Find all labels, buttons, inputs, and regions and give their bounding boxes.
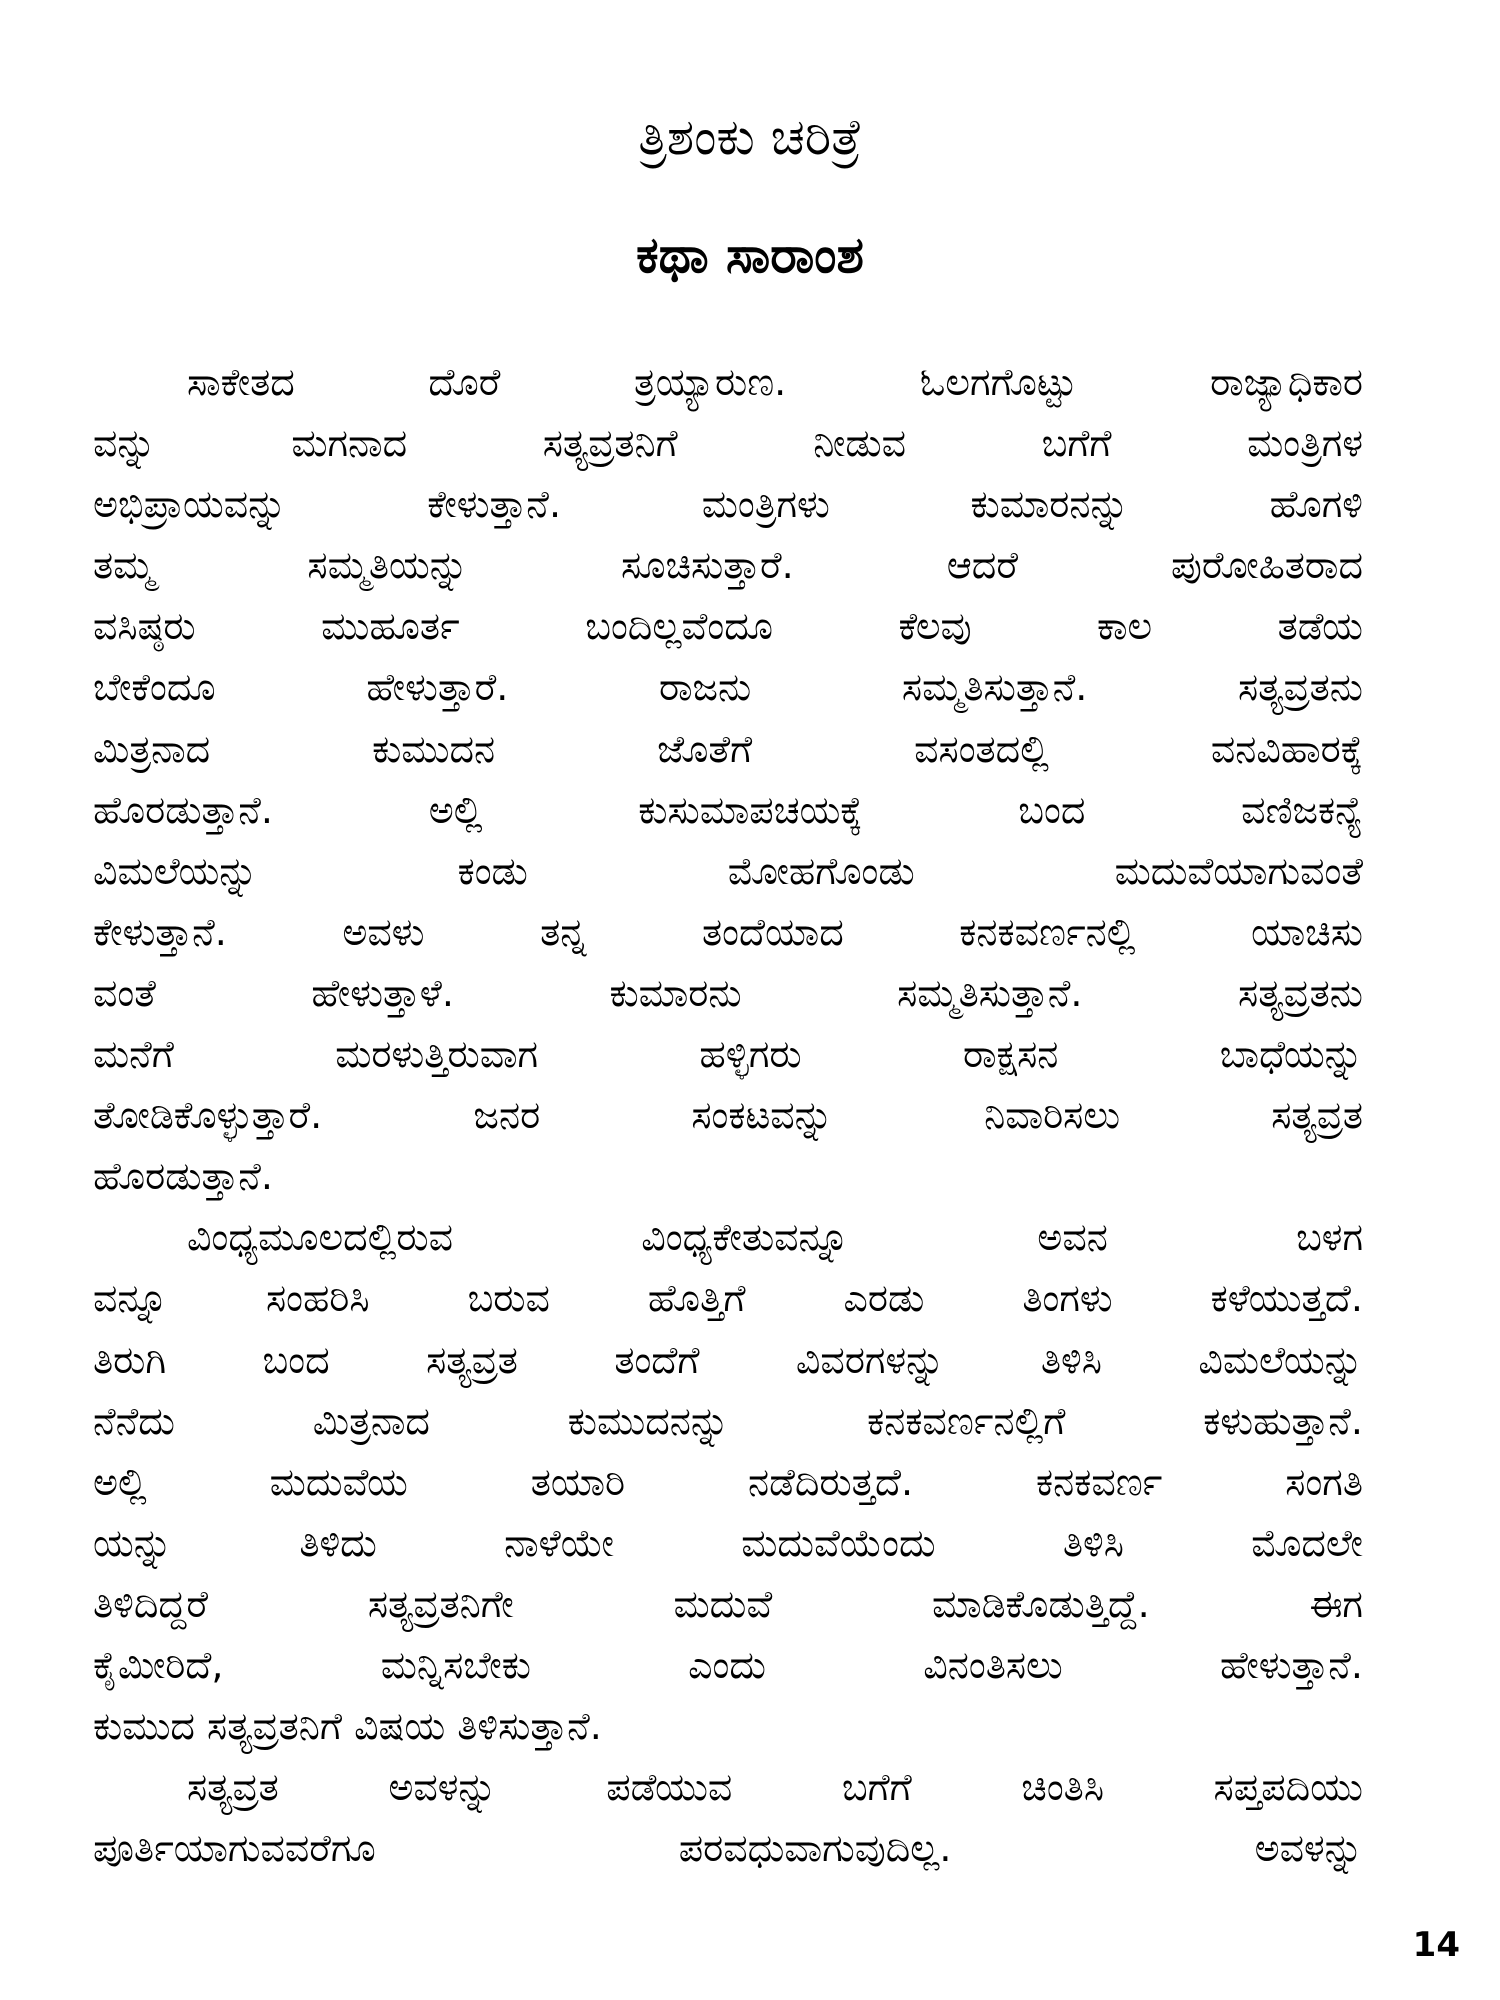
text-line: ನೆನೆದು ಮಿತ್ರನಾದ ಕುಮುದನನ್ನು ಕನಕವರ್ಣನಲ್ಲಿಗೆ ಕಳುಹುತ್ತಾನೆ.	[93, 1398, 1363, 1443]
body-text	[93, 352, 1363, 1879]
page-title: ತ್ರಿಶಂಕು ಚರಿತ್ರೆ	[638, 108, 862, 166]
text-line: ತೋಡಿಕೊಳ್ಳುತ್ತಾರೆ. ಜನರ ಸಂಕಟವನ್ನು ನಿವಾರಿಸಲು ಸತ್ಯವ್ರತ	[93, 1093, 1363, 1138]
text-line: ತಿಳಿದಿದ್ದರೆ ಸತ್ಯವ್ರತನಿಗೇ ಮದುವೆ ಮಾಡಿಕೊಡುತ್ತಿದ್ದೆ. ಈಗ	[93, 1581, 1363, 1626]
text-line: ಮನೆಗೆ ಮರಳುತ್ತಿರುವಾಗ ಹಳ್ಳಿಗರು ರಾಕ್ಷಸನ ಬಾಧೆಯನ್ನು	[93, 1032, 1363, 1077]
text-line: ಸತ್ಯವ್ರತ ಅವಳನ್ನು ಪಡೆಯುವ ಬಗೆಗೆ ಚಿಂತಿಸಿ ಸಪ್ತಪದಿಯು	[187, 1765, 1363, 1810]
text-line: ಅಭಿಪ್ರಾಯವನ್ನು ಕೇಳುತ್ತಾನೆ. ಮಂತ್ರಿಗಳು ಕುಮಾರನನ್ನು ಹೊಗಳಿ	[93, 482, 1363, 527]
text-line: ವನ್ನು ಮಗನಾದ ಸತ್ಯವ್ರತನಿಗೆ ನೀಡುವ ಬಗೆಗೆ ಮಂತ್ರಿಗಳ	[93, 421, 1363, 466]
page-number: 14	[1412, 1925, 1460, 1965]
text-line: ಸಾಕೇತದ ದೊರೆ ತ್ರಯ್ಯಾರುಣ. ಓಲಗಗೊಟ್ಟು ರಾಜ್ಯಾಧಿಕಾರ	[187, 360, 1363, 404]
text-line: ಮಿತ್ರನಾದ ಕುಮುದನ ಜೊತೆಗೆ ವಸಂತದಲ್ಲಿ ವನವಿಹಾರಕ್ಕೆ	[93, 726, 1363, 771]
text-line: ಪೂರ್ತಿಯಾಗುವವರೆಗೂ ಪರವಧುವಾಗುವುದಿಲ್ಲ. ಅವಳನ್ನು	[93, 1826, 1363, 1871]
text-line: ಯನ್ನು ತಿಳಿದು ನಾಳೆಯೇ ಮದುವೆಯೆಂದು ತಿಳಿಸಿ ಮೊದಲೇ	[93, 1520, 1363, 1565]
text-line: ಕೇಳುತ್ತಾನೆ. ಅವಳು ತನ್ನ ತಂದೆಯಾದ ಕನಕವರ್ಣನಲ್ಲಿ ಯಾಚಿಸು	[93, 909, 1363, 954]
text-line: ವಿಂಧ್ಯಮೂಲದಲ್ಲಿರುವ ವಿಂಧ್ಯಕೇತುವನ್ನೂ ಅವನ ಬಳಗ	[187, 1215, 1363, 1260]
text-line: ಹೊರಡುತ್ತಾನೆ. ಅಲ್ಲಿ ಕುಸುಮಾಪಚಯಕ್ಕೆ ಬಂದ ವಣಿಜಕನ್ಯೆ	[93, 787, 1363, 832]
text-line: ವಸಿಷ್ಠರು ಮುಹೂರ್ತ ಬಂದಿಲ್ಲವೆಂದೂ ಕೆಲವು ಕಾಲ ತಡೆಯ	[93, 604, 1363, 649]
text-line: ಹೊರಡುತ್ತಾನೆ.	[93, 1154, 274, 1199]
text-line: ಕೈಮೀರಿದೆ, ಮನ್ನಿಸಬೇಕು ಎಂದು ವಿನಂತಿಸಲು ಹೇಳುತ್ತಾನೆ.	[93, 1642, 1363, 1687]
text-line: ವಿಮಲೆಯನ್ನು ಕಂಡು ಮೋಹಗೊಂಡು ಮದುವೆಯಾಗುವಂತೆ	[93, 848, 1363, 893]
text-line: ತಿರುಗಿ ಬಂದ ಸತ್ಯವ್ರತ ತಂದೆಗೆ ವಿವರಗಳನ್ನು ತಿಳಿಸಿ ವಿಮಲೆಯನ್ನು	[93, 1337, 1363, 1382]
text-line: ಕುಮುದ ಸತ್ಯವ್ರತನಿಗೆ ವಿಷಯ ತಿಳಿಸುತ್ತಾನೆ.	[93, 1704, 602, 1749]
text-line: ಅಲ್ಲಿ ಮದುವೆಯ ತಯಾರಿ ನಡೆದಿರುತ್ತದೆ. ಕನಕವರ್ಣ ಸಂಗತಿ	[93, 1459, 1363, 1504]
section-heading: ಕಥಾ ಸಾರಾಂಶ	[636, 226, 864, 284]
text-line: ವನ್ನೂ ಸಂಹರಿಸಿ ಬರುವ ಹೊತ್ತಿಗೆ ಎರಡು ತಿಂಗಳು ಕಳೆಯುತ್ತದೆ.	[93, 1276, 1363, 1321]
text-line: ವಂತೆ ಹೇಳುತ್ತಾಳೆ. ಕುಮಾರನು ಸಮ್ಮತಿಸುತ್ತಾನೆ. ಸತ್ಯವ್ರತನು	[93, 970, 1363, 1015]
text-line: ತಮ್ಮ ಸಮ್ಮತಿಯನ್ನು ಸೂಚಿಸುತ್ತಾರೆ. ಆದರೆ ಪುರೋಹಿತರಾದ	[93, 543, 1363, 588]
text-line: ಬೇಕೆಂದೂ ಹೇಳುತ್ತಾರೆ. ರಾಜನು ಸಮ್ಮತಿಸುತ್ತಾನೆ. ಸತ್ಯವ್ರತನು	[93, 665, 1363, 710]
